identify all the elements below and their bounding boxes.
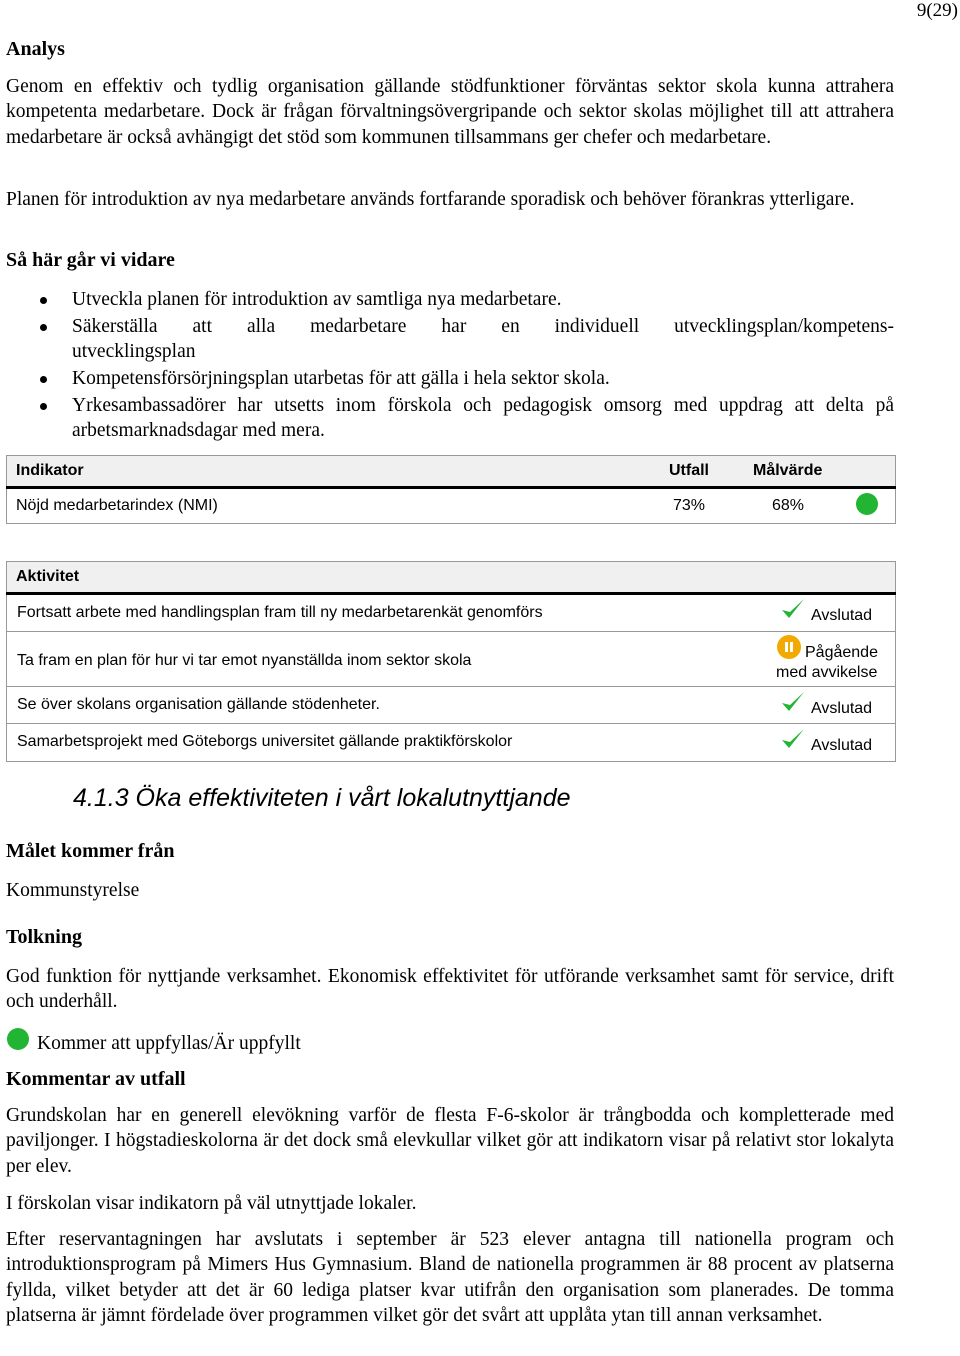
activity-status: Pågående — [805, 644, 878, 661]
table-row — [7, 595, 895, 631]
analys-paragraph-1: Genom en effektiv och tydlig organisation gällande stödfunktioner förväntas sektor skola kunna attrahera kompetenta medarbetare. Dock är frågan förvaltningsövergripande och sektor skolas möjlighet till att attrahera medarbetare är också avhängigt det stöd som kommunen tillsammans ger chefer och medarbetare. — [6, 76, 894, 148]
analys-paragraph-2: Planen för introduktion av nya medarbetare används fortfarande sporadisk och behöver förankras ytterligare. — [6, 189, 855, 210]
table-row — [7, 686, 895, 724]
check-icon — [780, 690, 806, 714]
activity-label: Ta fram en plan för hur vi tar emot nyanställda inom sektor skola — [17, 652, 472, 669]
bullet-item: Utveckla planen för introduktion av samtliga nya medarbetare. — [6, 287, 894, 312]
kommentar-paragraph-3: Efter reservantagningen har avslutats i september är 523 elever antagna till nationella program och introduktionsprogram på Mimers Hus Gymnasium. Bland de nationella programmen är 88 procent av platserna fyllda, vilket betyder att det är 60 lediga platser kvar utifrån den organisation som planerades. De tomma platserna är jämnt fördelade över programmen vilket gör det svårt att upplåta ytan till annan verksamhet. — [6, 1229, 894, 1326]
activity-table-body — [6, 595, 896, 762]
vidare-bullet-list — [6, 287, 894, 445]
activity-label: Fortsatt arbete med handlingsplan fram till ny medarbetarenkät genomförs — [17, 604, 543, 621]
bullet-item-line: Säkerställa att alla medarbetare har en individuell utvecklingsplan/kompetens- — [72, 315, 894, 337]
tolkning-text: God funktion för nyttjande verksamhet. Ekonomisk effektivitet för utförande verksamhet samt för service, drift och underhåll. — [6, 966, 894, 1013]
activity-status-detail: med avvikelse — [776, 664, 878, 681]
status-green-dot-icon — [856, 493, 878, 515]
bullet-item — [6, 314, 894, 365]
bullet-item-line: utvecklingsplan — [72, 341, 196, 363]
kommentar-heading: Kommentar av utfall — [6, 1068, 186, 1090]
activity-table-header — [6, 561, 896, 594]
tolkning-heading: Tolkning — [6, 926, 82, 948]
check-icon — [780, 727, 806, 751]
analys-heading: Analys — [6, 38, 65, 60]
pause-icon — [777, 635, 801, 659]
indicator-malvarde: 68% — [772, 497, 805, 514]
header-utfall: Utfall — [669, 462, 709, 479]
header-malvarde: Målvärde — [753, 462, 823, 479]
header-indikator: Indikator — [16, 462, 84, 479]
indicator-name: Nöjd medarbetarindex (NMI) — [16, 497, 218, 514]
activity-label: Se över skolans organisation gällande stödenheter. — [17, 696, 380, 713]
table-row — [7, 631, 895, 687]
indicator-table-header — [6, 455, 896, 488]
activity-status: Avslutad — [811, 737, 873, 754]
activity-label: Samarbetsprojekt med Göteborgs universitet gällande praktikförskolor — [17, 733, 513, 750]
check-icon — [780, 597, 806, 621]
bullet-item: Kompetensförsörjningsplan utarbetas för att gälla i hela sektor skola. — [6, 366, 894, 391]
table-row — [7, 723, 895, 761]
bullet-item: Yrkesambassadörer har utsetts inom förskola och pedagogisk omsorg med uppdrag att delta på arbetsmarknadsdagar med mera. — [6, 393, 894, 444]
status-green-dot-icon — [7, 1028, 29, 1050]
section-title: 4.1.3 Öka effektiviteten i vårt lokalutnyttjande — [73, 784, 571, 812]
activity-status: Avslutad — [811, 700, 873, 717]
indicator-row — [6, 489, 896, 524]
activity-status: Avslutad — [811, 607, 873, 624]
kommentar-paragraph-2: I förskolan visar indikatorn på väl utnyttjade lokaler. — [6, 1193, 417, 1214]
indicator-utfall: 73% — [673, 497, 706, 514]
malet-value: Kommunstyrelse — [6, 880, 140, 901]
header-aktivitet: Aktivitet — [16, 568, 80, 585]
page-number: 9(29) — [916, 0, 958, 21]
malet-heading: Målet kommer från — [6, 840, 175, 862]
vidare-heading: Så här går vi vidare — [6, 249, 175, 271]
status-text: Kommer att uppfyllas/Är uppfyllt — [37, 1033, 301, 1054]
kommentar-paragraph-1: Grundskolan har en generell elevökning varför de flesta F-6-skolor är trångbodda och kompletterade med paviljonger. I högstadieskolorna är det dock små elevkullar vilket gör att indikatorn visar på relativt stor lokalyta per elev. — [6, 1105, 894, 1177]
